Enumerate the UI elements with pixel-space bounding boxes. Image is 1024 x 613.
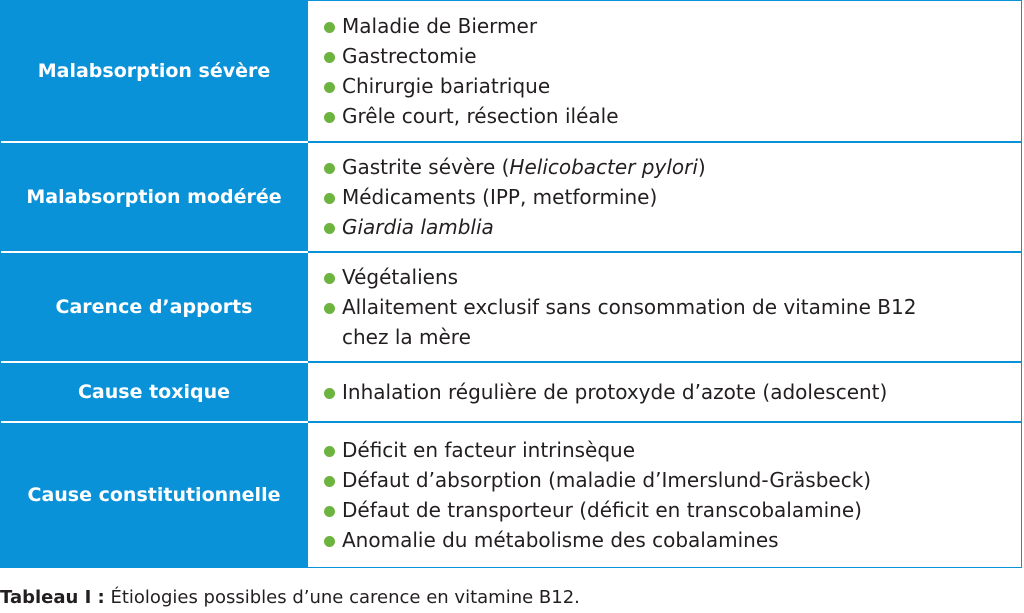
row-category: Carence d’apports	[1, 253, 308, 361]
caption-label: Tableau I :	[0, 587, 105, 608]
table-caption	[0, 587, 580, 608]
list-item: Allaitement exclusif sans consommation de vitamine B12 chez la mère	[322, 292, 1021, 352]
row-items	[308, 143, 1021, 251]
bullet-icon	[324, 536, 335, 547]
table-row	[1, 253, 1021, 361]
list-item: Déficit en facteur intrinsèque	[322, 435, 1021, 465]
list-item: Gastrectomie	[322, 41, 1021, 71]
bullet-icon	[324, 82, 335, 93]
row-items	[308, 253, 1021, 361]
bullet-icon	[324, 446, 335, 457]
bullet-icon	[324, 303, 335, 314]
bullet-icon	[324, 506, 335, 517]
list-item: Giardia lamblia	[322, 212, 1021, 242]
table-row	[1, 363, 1021, 421]
row-category: Malabsorption modérée	[1, 143, 308, 251]
list-item: Gastrite sévère (Helicobacter pylori)	[322, 152, 1021, 182]
bullet-icon	[324, 388, 335, 399]
bullet-icon	[324, 193, 335, 204]
list-item: Inhalation régulière de protoxyde d’azote (adolescent)	[322, 377, 1021, 407]
list-item: Végétaliens	[322, 262, 1021, 292]
row-items	[308, 423, 1021, 567]
bullet-icon	[324, 273, 335, 284]
bullet-icon	[324, 22, 335, 33]
list-item: Chirurgie bariatrique	[322, 71, 1021, 101]
table-row	[1, 423, 1021, 567]
row-category: Malabsorption sévère	[1, 1, 308, 141]
bullet-icon	[324, 223, 335, 234]
table-row	[1, 1, 1021, 141]
row-category: Cause toxique	[1, 363, 308, 421]
bullet-icon	[324, 476, 335, 487]
list-item: Défaut de transporteur (déficit en transcobalamine)	[322, 495, 1021, 525]
bullet-icon	[324, 52, 335, 63]
list-item: Maladie de Biermer	[322, 11, 1021, 41]
caption-text: Étiologies possibles d’une carence en vitamine B12.	[104, 587, 580, 608]
list-item: Grêle court, résection iléale	[322, 101, 1021, 131]
row-category: Cause constitutionnelle	[1, 423, 308, 567]
bullet-icon	[324, 112, 335, 123]
row-items	[308, 363, 1021, 421]
table-row	[1, 143, 1021, 251]
row-items	[308, 1, 1021, 141]
bullet-icon	[324, 163, 335, 174]
list-item: Défaut d’absorption (maladie d’Imerslund-Gräsbeck)	[322, 465, 1021, 495]
list-item: Anomalie du métabolisme des cobalamines	[322, 525, 1021, 555]
list-item: Médicaments (IPP, metformine)	[322, 182, 1021, 212]
